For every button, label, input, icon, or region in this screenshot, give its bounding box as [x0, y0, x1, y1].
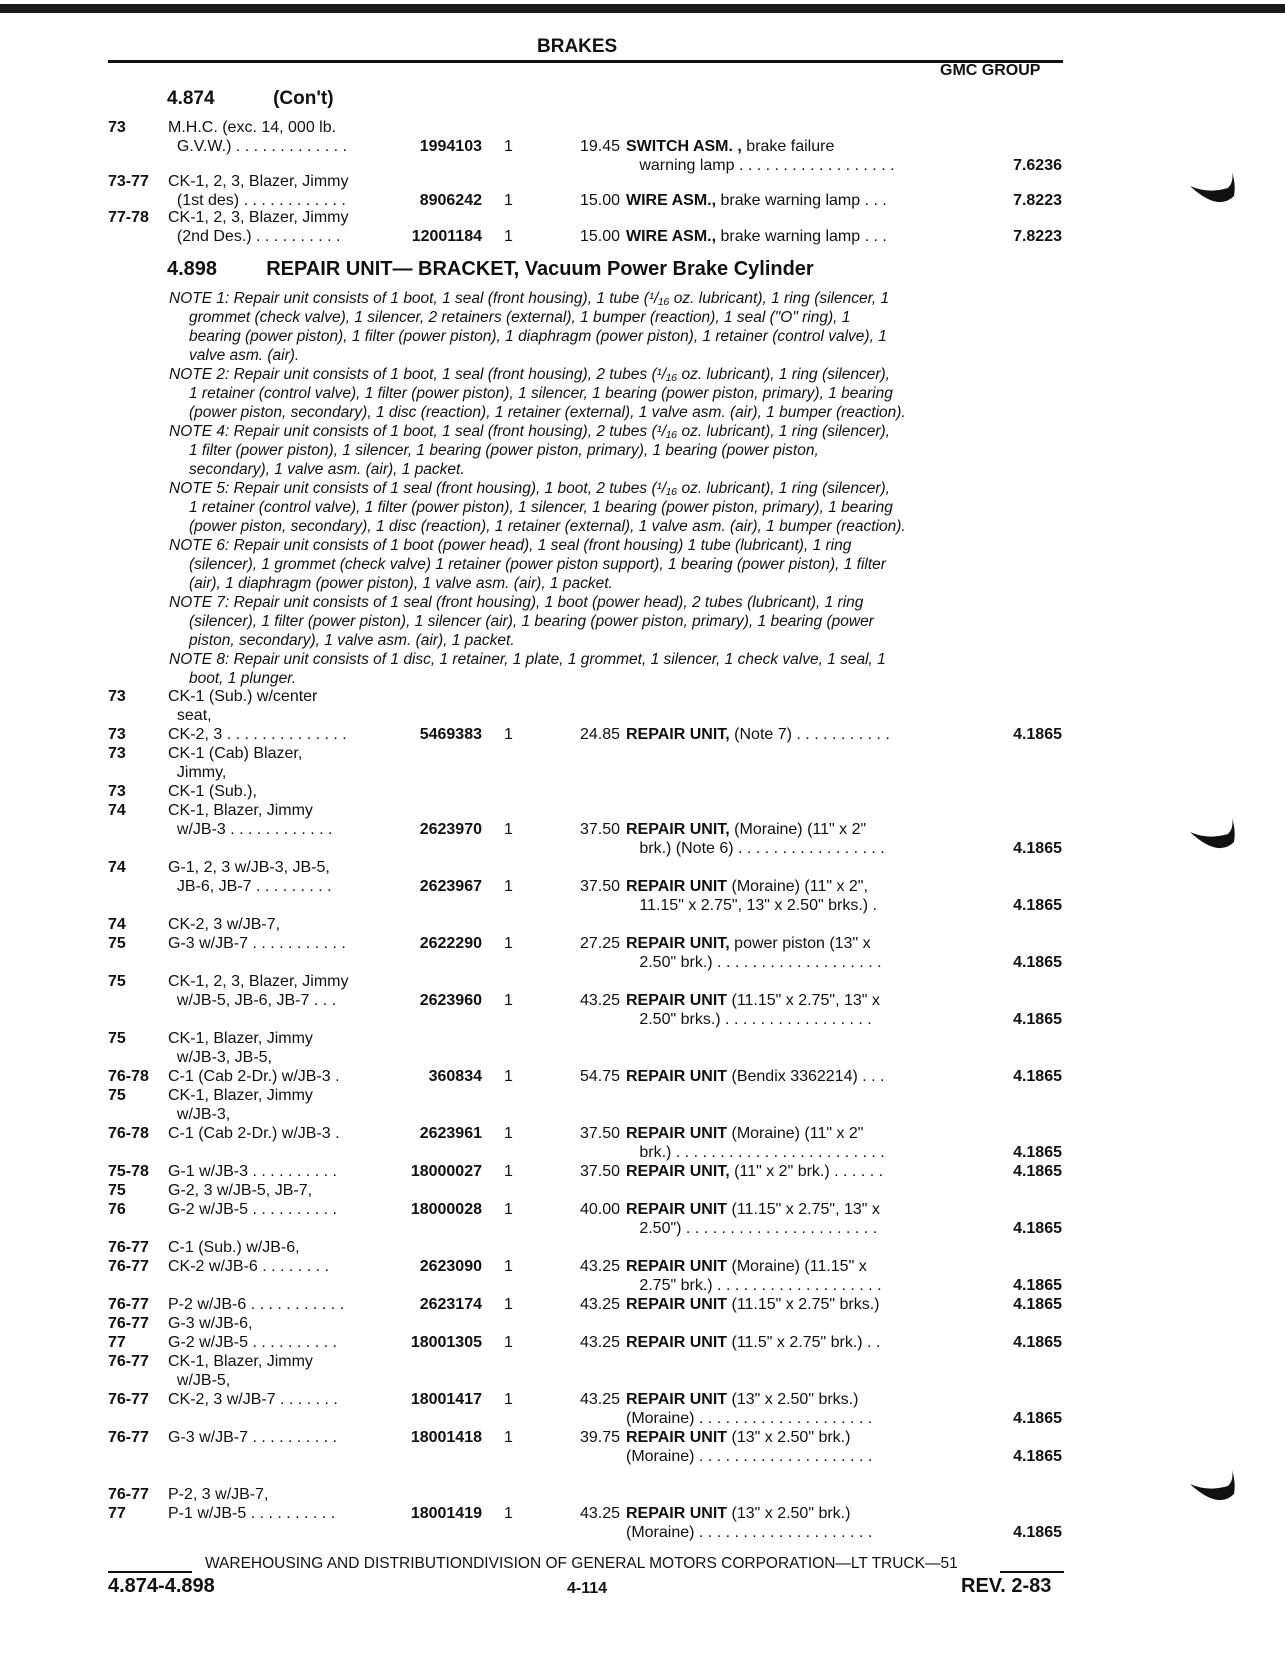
footer-org: WAREHOUSING AND DISTRIBUTIONDIVISION OF GENERAL MOTORS CORPORATION—LT TRUCK—51 [205, 1555, 958, 1572]
part-number-cell: 18000027 [410, 1163, 482, 1180]
application-cell: CK-1, Blazer, Jimmy [168, 1353, 313, 1370]
part-number-cell: 1994103 [419, 138, 482, 155]
note-line: secondary), 1 valve asm. (air), 1 packet. [189, 461, 465, 478]
description-cell: brk.) (Note 6) . . . . . . . . . . . . . . . . . [626, 840, 885, 857]
application-cell: M.H.C. (exc. 14, 000 lb. [168, 119, 337, 136]
description-cell: REPAIR UNIT (Moraine) (11" x 2" [626, 1125, 864, 1142]
footer-rule-left [108, 1571, 192, 1573]
note-line: bearing (power piston), 1 filter (power piston), 1 diaphragm (power piston), 1 retainer (control valve), 1 [189, 328, 887, 345]
application-cell: CK-2 w/JB-6 . . . . . . . . [168, 1258, 329, 1275]
group-number-cell: 7.8223 [1013, 192, 1062, 209]
part-number-cell: 8906242 [419, 192, 482, 209]
year-cell: 76-77 [108, 1486, 149, 1503]
quantity-cell: 1 [504, 726, 513, 743]
application-cell: G-2 w/JB-5 . . . . . . . . . . [168, 1334, 337, 1351]
group-number-cell: 4.1865 [1013, 1011, 1062, 1028]
description-cell: (Moraine) . . . . . . . . . . . . . . . . . . . . [626, 1448, 873, 1465]
description-cell: SWITCH ASM. , brake failure [626, 138, 835, 155]
description-cell: REPAIR UNIT, (11" x 2" brk.) . . . . . . [626, 1163, 884, 1180]
price-cell: 37.50 [579, 878, 620, 895]
part-number-cell: 18001419 [410, 1505, 482, 1522]
part-number-cell: 12001184 [411, 228, 482, 245]
application-cell: CK-2, 3 . . . . . . . . . . . . . . [168, 726, 347, 743]
application-cell: (1st des) . . . . . . . . . . . . [168, 192, 346, 209]
description-cell: REPAIR UNIT (11.5" x 2.75" brk.) . . [626, 1334, 881, 1351]
year-cell: 73 [108, 119, 126, 136]
description-cell: REPAIR UNIT (11.15" x 2.75" brks.) [626, 1296, 880, 1313]
group-number-cell: 7.8223 [1013, 228, 1062, 245]
application-cell: C-1 (Cab 2-Dr.) w/JB-3 . [168, 1125, 340, 1142]
price-cell: 40.00 [579, 1201, 620, 1218]
section-number: 4.874 [167, 88, 215, 109]
price-cell: 19.45 [579, 138, 620, 155]
group-number-cell: 4.1865 [1013, 840, 1062, 857]
part-number-cell: 2623967 [419, 878, 482, 895]
application-cell: w/JB-3, [168, 1106, 231, 1123]
quantity-cell: 1 [504, 1068, 513, 1085]
section-label: (Con't) [273, 88, 334, 109]
note-paragraph [169, 479, 1069, 536]
description-cell: WIRE ASM., brake warning lamp . . . [626, 192, 887, 209]
quantity-cell: 1 [504, 1391, 513, 1408]
year-cell: 74 [108, 916, 126, 933]
binder-hole-mark [1188, 1468, 1238, 1508]
year-cell: 75 [108, 1030, 126, 1047]
description-cell: 2.75" brk.) . . . . . . . . . . . . . . . . . . . [626, 1277, 882, 1294]
footer-page-number: 4-114 [567, 1580, 608, 1597]
quantity-cell: 1 [504, 1258, 513, 1275]
description-cell: REPAIR UNIT, power piston (13" x [626, 935, 871, 952]
note-line: NOTE 2: Repair unit consists of 1 boot, 1 seal (front housing), 2 tubes (¹/₁₆ oz. lubricant), 1 ring (silencer), [169, 366, 890, 383]
price-cell: 43.25 [579, 1334, 620, 1351]
note-line: NOTE 6: Repair unit consists of 1 boot (power head), 1 seal (front housing) 1 tube (lubricant), 1 ring [169, 537, 852, 554]
note-paragraph [169, 593, 1069, 650]
application-cell: G-3 w/JB-7 . . . . . . . . . . . [168, 935, 346, 952]
application-cell: CK-1, 2, 3, Blazer, Jimmy [168, 209, 349, 226]
application-cell: CK-1 (Sub.) w/center [168, 688, 318, 705]
note-line: NOTE 5: Repair unit consists of 1 seal (front housing), 1 boot, 2 tubes (¹/₁₆ oz. lubricant), 1 ring (silencer), [169, 480, 890, 497]
description-cell: REPAIR UNIT (11.15" x 2.75", 13" x [626, 1201, 880, 1218]
group-number-cell: 4.1865 [1013, 954, 1062, 971]
page-title: BRAKES [537, 36, 618, 57]
footer-rule-right [1000, 1571, 1064, 1573]
price-cell: 37.50 [579, 1163, 620, 1180]
part-number-cell: 18000028 [410, 1201, 482, 1218]
price-cell: 15.00 [579, 192, 620, 209]
group-number-cell: 4.1865 [1013, 1144, 1062, 1161]
application-cell: G-3 w/JB-7 . . . . . . . . . . [168, 1429, 337, 1446]
note-line: valve asm. (air). [189, 347, 300, 364]
price-cell: 43.25 [579, 1505, 620, 1522]
quantity-cell: 1 [504, 935, 513, 952]
section-heading-4898 [167, 258, 814, 281]
application-cell: G-2 w/JB-5 . . . . . . . . . . [168, 1201, 337, 1218]
application-cell: CK-1, 2, 3, Blazer, Jimmy [168, 973, 349, 990]
application-cell: CK-1, Blazer, Jimmy [168, 1030, 313, 1047]
note-paragraph [169, 365, 1069, 422]
year-cell: 75-78 [108, 1163, 149, 1180]
application-cell: P-1 w/JB-5 . . . . . . . . . . [168, 1505, 336, 1522]
description-cell: REPAIR UNIT (Moraine) (11" x 2", [626, 878, 868, 895]
year-cell: 77 [108, 1334, 126, 1351]
year-cell: 73 [108, 745, 126, 762]
description-cell: (Moraine) . . . . . . . . . . . . . . . . . . . . [626, 1410, 873, 1427]
application-cell: CK-1, 2, 3, Blazer, Jimmy [168, 173, 349, 190]
application-cell: CK-1 (Cab) Blazer, [168, 745, 303, 762]
quantity-cell: 1 [504, 1334, 513, 1351]
top-scan-bar [0, 4, 1285, 13]
application-cell: G-1, 2, 3 w/JB-3, JB-5, [168, 859, 330, 876]
part-number-cell: 2623970 [419, 821, 482, 838]
year-cell: 74 [108, 859, 126, 876]
part-number-cell: 18001417 [410, 1391, 482, 1408]
price-cell: 27.25 [579, 935, 620, 952]
application-cell: CK-1, Blazer, Jimmy [168, 1087, 313, 1104]
section-number: 4.898 [167, 258, 218, 280]
note-line: 1 retainer (control valve), 1 filter (power piston), 1 silencer, 1 bearing (power piston, primary), 1 bearing [189, 499, 893, 516]
application-cell: CK-1 (Sub.), [168, 783, 257, 800]
group-number-cell: 7.6236 [1013, 157, 1062, 174]
note-line: boot, 1 plunger. [189, 670, 297, 687]
note-line: (silencer), 1 grommet (check valve) 1 retainer (power piston support), 1 bearing (power piston), 1 filter [189, 556, 886, 573]
description-cell: REPAIR UNIT (13" x 2.50" brk.) [626, 1429, 851, 1446]
group-number-cell: 4.1865 [1013, 1277, 1062, 1294]
part-number-cell: 2623960 [419, 992, 482, 1009]
description-cell: WIRE ASM., brake warning lamp . . . [626, 228, 887, 245]
price-cell: 39.75 [579, 1429, 620, 1446]
price-cell: 15.00 [579, 228, 620, 245]
description-cell: (Moraine) . . . . . . . . . . . . . . . . . . . . [626, 1524, 873, 1541]
application-cell: P-2 w/JB-6 . . . . . . . . . . . [168, 1296, 345, 1313]
year-cell: 75 [108, 1087, 126, 1104]
price-cell: 37.50 [579, 1125, 620, 1142]
application-cell: w/JB-5, [168, 1372, 231, 1389]
group-number-cell: 4.1865 [1013, 1410, 1062, 1427]
quantity-cell: 1 [504, 192, 513, 209]
group-number-cell: 4.1865 [1013, 1524, 1062, 1541]
description-cell: 2.50") . . . . . . . . . . . . . . . . . . . . . . [626, 1220, 878, 1237]
description-cell: REPAIR UNIT (13" x 2.50" brks.) [626, 1391, 859, 1408]
quantity-cell: 1 [504, 1163, 513, 1180]
note-line: 1 retainer (control valve), 1 filter (power piston), 1 silencer, 1 bearing (power piston, primary), 1 bearing [189, 385, 893, 402]
year-cell: 75 [108, 935, 126, 952]
part-number-cell: 2623090 [419, 1258, 482, 1275]
year-cell: 74 [108, 802, 126, 819]
application-cell: G.V.W.) . . . . . . . . . . . . . [168, 138, 347, 155]
quantity-cell: 1 [504, 992, 513, 1009]
part-number-cell: 5469383 [419, 726, 482, 743]
group-number-cell: 4.1865 [1013, 1448, 1062, 1465]
application-cell: w/JB-3 . . . . . . . . . . . . [168, 821, 333, 838]
note-line: piston, secondary), 1 valve asm. (air), 1 packet. [189, 632, 515, 649]
application-cell: Jimmy, [168, 764, 227, 781]
footer-range: 4.874-4.898 [108, 1575, 215, 1597]
application-cell: C-1 (Sub.) w/JB-6, [168, 1239, 300, 1256]
price-cell: 43.25 [579, 992, 620, 1009]
note-line: NOTE 1: Repair unit consists of 1 boot, 1 seal (front housing), 1 tube (¹/₁₆ oz. lubricant), 1 ring (silencer, 1 [169, 290, 890, 307]
year-cell: 76-78 [108, 1125, 149, 1142]
price-cell: 43.25 [579, 1391, 620, 1408]
year-cell: 77-78 [108, 209, 149, 226]
group-number-cell: 4.1865 [1013, 1220, 1062, 1237]
footer-revision: REV. 2-83 [961, 1575, 1052, 1597]
application-cell: seat, [168, 707, 212, 724]
year-cell: 76-77 [108, 1239, 149, 1256]
price-cell: 24.85 [579, 726, 620, 743]
note-line: (power piston, secondary), 1 disc (reaction), 1 retainer (external), 1 valve asm. (air), 1 bumper (reaction). [189, 518, 906, 535]
part-number-cell: 2622290 [419, 935, 482, 952]
year-cell: 76-77 [108, 1258, 149, 1275]
part-number-cell: 18001418 [410, 1429, 482, 1446]
quantity-cell: 1 [504, 138, 513, 155]
note-line: grommet (check valve), 1 silencer, 2 retainers (external), 1 bumper (reaction), 1 seal ("O" ring), 1 [189, 309, 851, 326]
note-line: NOTE 8: Repair unit consists of 1 disc, 1 retainer, 1 plate, 1 grommet, 1 silencer, 1 check valve, 1 seal, 1 [169, 651, 886, 668]
part-number-cell: 18001305 [410, 1334, 482, 1351]
year-cell: 76-77 [108, 1391, 149, 1408]
quantity-cell: 1 [504, 1125, 513, 1142]
description-cell: REPAIR UNIT (11.15" x 2.75", 13" x [626, 992, 880, 1009]
title-rule [108, 60, 1063, 63]
quantity-cell: 1 [504, 1296, 513, 1313]
price-cell: 37.50 [579, 821, 620, 838]
quantity-cell: 1 [504, 1429, 513, 1446]
note-paragraph [169, 536, 1069, 593]
description-cell: REPAIR UNIT (13" x 2.50" brk.) [626, 1505, 851, 1522]
price-cell: 43.25 [579, 1296, 620, 1313]
note-line: (air), 1 diaphragm (power piston), 1 valve asm. (air), 1 packet. [189, 575, 613, 592]
application-cell: G-2, 3 w/JB-5, JB-7, [168, 1182, 313, 1199]
year-cell: 75 [108, 1182, 126, 1199]
note-line: (silencer), 1 filter (power piston), 1 silencer (air), 1 bearing (power piston, primary), 1 bearing (power [189, 613, 874, 630]
quantity-cell: 1 [504, 228, 513, 245]
year-cell: 73 [108, 688, 126, 705]
application-cell: JB-6, JB-7 . . . . . . . . . [168, 878, 332, 895]
application-cell: G-3 w/JB-6, [168, 1315, 253, 1332]
note-paragraph [169, 422, 1069, 479]
year-cell: 76-77 [108, 1353, 149, 1370]
description-cell: brk.) . . . . . . . . . . . . . . . . . . . . . . . . [626, 1144, 885, 1161]
year-cell: 73 [108, 783, 126, 800]
note-line: NOTE 4: Repair unit consists of 1 boot, 1 seal (front housing), 2 tubes (¹/₁₆ oz. lubricant), 1 ring (silencer), [169, 423, 890, 440]
year-cell: 76-77 [108, 1296, 149, 1313]
binder-hole-mark [1188, 170, 1238, 210]
application-cell: P-2, 3 w/JB-7, [168, 1486, 269, 1503]
section-heading-4874 [167, 88, 334, 110]
application-cell: w/JB-3, JB-5, [168, 1049, 273, 1066]
part-number-cell: 2623174 [419, 1296, 482, 1313]
year-cell: 75 [108, 973, 126, 990]
binder-hole-mark [1188, 816, 1238, 856]
description-cell: 2.50" brks.) . . . . . . . . . . . . . . . . . [626, 1011, 872, 1028]
year-cell: 73 [108, 726, 126, 743]
description-cell: REPAIR UNIT, (Moraine) (11" x 2" [626, 821, 867, 838]
year-cell: 76-77 [108, 1429, 149, 1446]
application-cell: w/JB-5, JB-6, JB-7 . . . [168, 992, 337, 1009]
section-label: REPAIR UNIT— BRACKET, Vacuum Power Brake Cylinder [266, 258, 814, 280]
description-cell: REPAIR UNIT (Bendix 3362214) . . . [626, 1068, 885, 1085]
notes-block [169, 289, 1069, 688]
year-cell: 77 [108, 1505, 126, 1522]
price-cell: 54.75 [579, 1068, 620, 1085]
application-cell: C-1 (Cab 2-Dr.) w/JB-3 . [168, 1068, 340, 1085]
application-cell: CK-2, 3 w/JB-7 . . . . . . . [168, 1391, 338, 1408]
group-number-cell: 4.1865 [1013, 1334, 1062, 1351]
year-cell: 76 [108, 1201, 126, 1218]
note-paragraph [169, 650, 1069, 688]
quantity-cell: 1 [504, 1201, 513, 1218]
quantity-cell: 1 [504, 878, 513, 895]
group-number-cell: 4.1865 [1013, 1068, 1062, 1085]
application-cell: CK-1, Blazer, Jimmy [168, 802, 313, 819]
quantity-cell: 1 [504, 1505, 513, 1522]
note-line: (power piston, secondary), 1 disc (reaction), 1 retainer (external), 1 valve asm. (air), 1 bumper (reaction). [189, 404, 906, 421]
note-paragraph [169, 289, 1069, 365]
year-cell: 76-77 [108, 1315, 149, 1332]
note-line: NOTE 7: Repair unit consists of 1 seal (front housing), 1 boot (power head), 2 tubes (lubricant), 1 ring [169, 594, 864, 611]
group-number-cell: 4.1865 [1013, 1163, 1062, 1180]
application-cell: G-1 w/JB-3 . . . . . . . . . . [168, 1163, 337, 1180]
group-number-cell: 4.1865 [1013, 1296, 1062, 1313]
year-cell: 76-78 [108, 1068, 149, 1085]
group-number-cell: 4.1865 [1013, 726, 1062, 743]
description-cell: 11.15" x 2.75", 13" x 2.50" brks.) . [626, 897, 877, 914]
group-number-cell: 4.1865 [1013, 897, 1062, 914]
price-cell: 43.25 [579, 1258, 620, 1275]
description-cell: warning lamp . . . . . . . . . . . . . . . . . . [626, 157, 895, 174]
application-cell: (2nd Des.) . . . . . . . . . . [168, 228, 341, 245]
year-cell: 73-77 [108, 173, 149, 190]
description-cell: REPAIR UNIT, (Note 7) . . . . . . . . . . . [626, 726, 890, 743]
note-line: 1 filter (power piston), 1 silencer, 1 bearing (power piston, primary), 1 bearing (power piston, [189, 442, 819, 459]
part-number-cell: 2623961 [419, 1125, 482, 1142]
description-cell: 2.50" brk.) . . . . . . . . . . . . . . . . . . . [626, 954, 882, 971]
quantity-cell: 1 [504, 821, 513, 838]
description-cell: REPAIR UNIT (Moraine) (11.15" x [626, 1258, 867, 1275]
part-number-cell: 360834 [428, 1068, 482, 1085]
application-cell: CK-2, 3 w/JB-7, [168, 916, 281, 933]
group-label: GMC GROUP [940, 62, 1041, 79]
